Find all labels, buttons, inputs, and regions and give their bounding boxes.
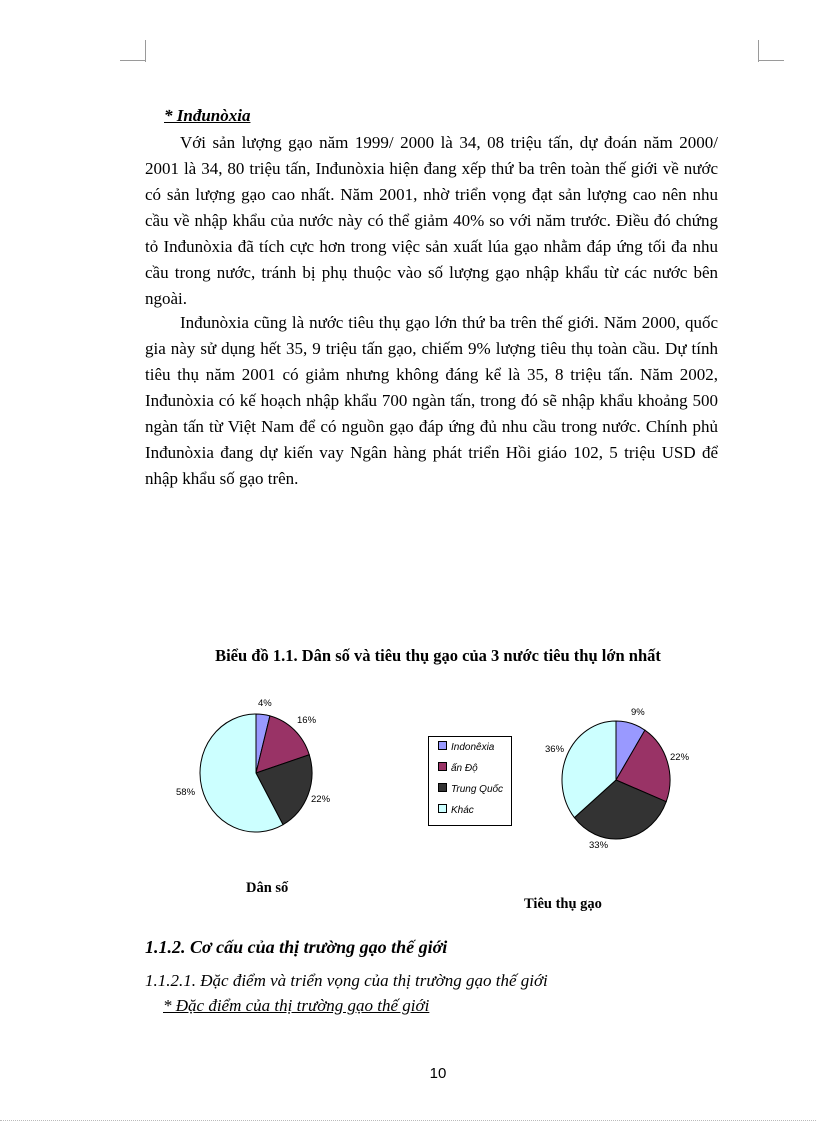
legend-label: Khác <box>451 805 474 816</box>
legend-item-indonesia <box>438 741 494 755</box>
crop-mark-top-left <box>120 60 146 61</box>
chart-legend <box>428 736 512 826</box>
pie-label-consumption-china: 33% <box>589 840 609 851</box>
crop-mark-top-right <box>758 40 759 62</box>
legend-swatch <box>438 762 447 771</box>
pie-label-population-india: 16% <box>297 715 317 726</box>
pie-label-consumption-india: 22% <box>670 752 690 763</box>
legend-item-china <box>438 783 503 797</box>
structure-heading: 1.1.2. Cơ cấu của thị trường gạo thế giới <box>145 937 448 957</box>
legend-swatch <box>438 783 447 792</box>
structure-subheading: 1.1.2.1. Đặc điểm và triển vọng của thị trường gạo thế giới <box>145 971 548 990</box>
caption-rice-consumption: Tiêu thụ gạo <box>524 896 602 912</box>
pie-label-consumption-other: 36% <box>545 744 565 755</box>
legend-label: ấn Độ <box>451 763 478 774</box>
section-heading-indonesia: * Inđunòxia <box>164 106 251 125</box>
page-number: 10 <box>429 1065 447 1082</box>
crop-mark-top-left <box>145 40 146 62</box>
population-pie-chart <box>198 713 317 833</box>
paragraph-consumption: Inđunòxia cũng là nước tiêu thụ gạo lớn thứ ba trên thế giới. Năm 2000, quốc gia này sử dụng hết 35, 9 triệu tấn gạo, chiếm 9% lượng tiêu thụ toàn cầu. Dự tính tiêu thụ năm 2001 có giảm nhưng không đáng kể là 35, 8 triệu tấn. Năm 2002, Inđunòxia có kế hoạch nhập khẩu 700 ngàn tấn, trong đó sẽ nhập khẩu khoảng 500 ngàn tấn từ Việt Nam để có nguồn gạo đáp ứng đủ nhu cầu trong nước. Chính phủ Inđunòxia đang dự kiến vay Ngân hàng phát triển Hồi giáo 102, 5 triệu USD để nhập khẩu số gạo trên. <box>145 313 718 488</box>
legend-label: Trung Quốc <box>451 784 504 795</box>
chart-title: Biểu đồ 1.1. Dân số và tiêu thụ gạo của 3 nước tiêu thụ lớn nhất <box>215 646 661 665</box>
crop-mark-top-right <box>758 60 784 61</box>
legend-label: Indonêxia <box>451 742 495 753</box>
caption-population: Dân số <box>246 880 289 896</box>
page-bottom-rule <box>0 1120 816 1121</box>
legend-swatch <box>438 804 447 813</box>
structure-subsubheading: * Đặc điểm của thị trường gạo thế giới <box>163 996 430 1015</box>
rice-consumption-pie-chart <box>560 719 672 841</box>
paragraph-production: Với sản lượng gạo năm 1999/ 2000 là 34, 08 triệu tấn, dự đoán năm 2000/ 2001 là 34, 80 triệu tấn, Inđunòxia hiện đang xếp thứ ba trên toàn thế giới về nước có sản lượng gạo cao nhất. Năm 2001, nhờ triển vọng đạt sản lượng cao nên nhu cầu về nhập khẩu của nước này có thể giảm 40% so với năm trước. Điều đó chứng tỏ Inđunòxia đã tích cực hơn trong việc sản xuất lúa gạo nhằm đáp ứng tối đa nhu cầu trong nước, tránh bị phụ thuộc vào số lượng gạo nhập khẩu từ các nước bên ngoài. <box>145 133 718 308</box>
pie-label-population-china: 22% <box>311 794 331 805</box>
pie-label-consumption-indonesia: 9% <box>631 707 645 718</box>
legend-item-india <box>438 762 478 776</box>
pie-label-population-other: 58% <box>176 787 196 798</box>
legend-item-other <box>438 804 474 818</box>
pie-label-population-indonesia: 4% <box>258 698 272 709</box>
legend-swatch <box>438 741 447 750</box>
